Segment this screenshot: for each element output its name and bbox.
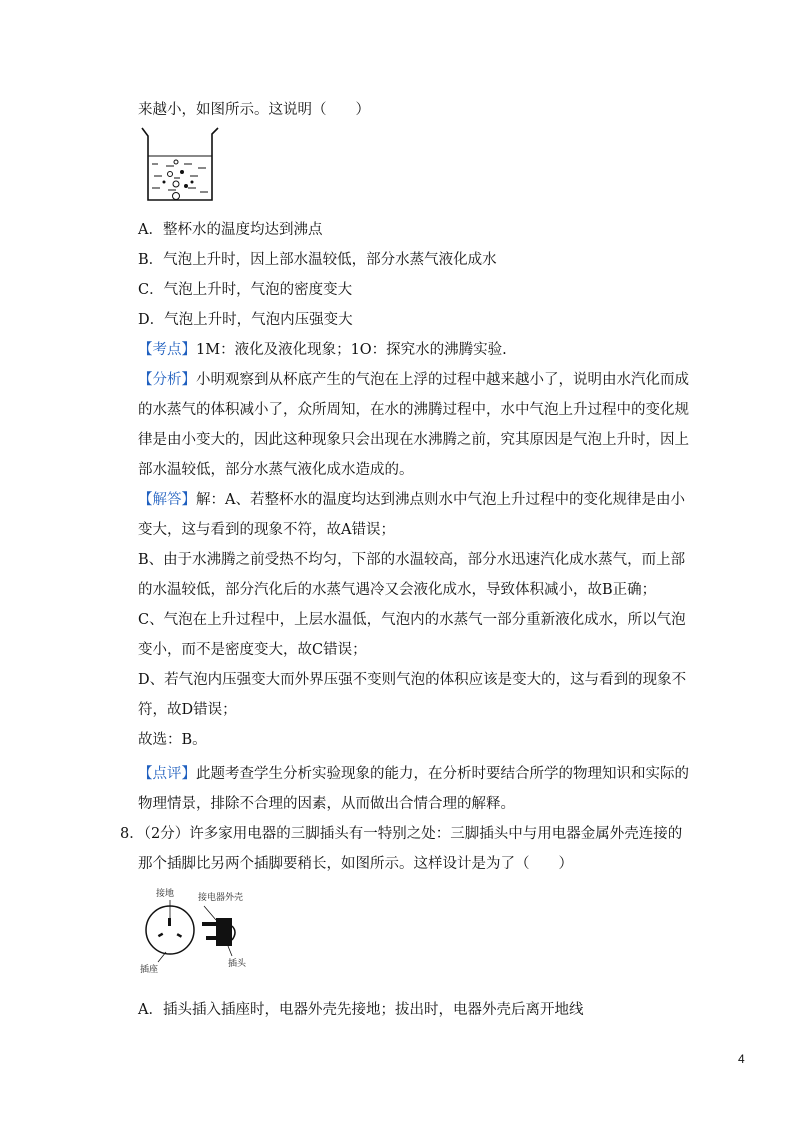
socket-label: 插座	[140, 965, 159, 975]
ground-label: 接地	[156, 889, 175, 899]
jieda-tag: 【解答】	[138, 492, 196, 508]
jieda-line-2: 变大，这与看到的现象不符，故A错误；	[138, 522, 395, 538]
beaker-figure	[140, 126, 220, 204]
q7-stem-tail: 来越小，如图所示。这说明（ ）	[138, 102, 370, 118]
fenxi-line-2: 的水蒸气的体积减小了，众所周知，在水的沸腾过程中，水中气泡上升过程中的变化规	[138, 402, 689, 418]
dianping-line-1	[138, 764, 689, 784]
q8-option-a: A．插头插入插座时，电器外壳先接地；拔出时，电器外壳后离开地线	[138, 1002, 584, 1018]
q7-option-d: D．气泡上升时，气泡内压强变大	[138, 312, 353, 328]
kaodian-line	[138, 340, 507, 360]
q8-stem-line-1: 8．（2分）许多家用电器的三脚插头有一特别之处：三脚插头中与用电器金属外壳连接的	[120, 826, 683, 842]
jieda-text-1: 解：A、若整杯水的温度均达到沸点则水中气泡上升过程中的变化规律是由小	[196, 492, 685, 508]
q7-option-b: B．气泡上升时，因上部水温较低，部分水蒸气液化成水	[138, 252, 497, 268]
case-label: 接电器外壳	[198, 893, 244, 903]
plug-label: 插头	[228, 959, 247, 969]
jieda-line-5: C、气泡在上升过程中，上层水温低，气泡内的水蒸气一部分重新液化成水，所以气泡	[138, 612, 686, 628]
jieda-line-6: 变小，而不是密度变大，故C错误；	[138, 642, 367, 658]
dianping-line-2: 物理情景，排除不合理的因素，从而做出合情合理的解释。	[138, 796, 515, 812]
q7-option-c: C．气泡上升时，气泡的密度变大	[138, 282, 353, 298]
jieda-line-7: D、若气泡内压强变大而外界压强不变则气泡的体积应该是变大的，这与看到的现象不	[138, 672, 687, 688]
q8-stem-line-2: 那个插脚比另两个插脚要稍长，如图所示。这样设计是为了（ ）	[138, 856, 573, 872]
jieda-line-9: 故选：B。	[138, 732, 207, 748]
kaodian-tag: 【考点】	[138, 342, 196, 358]
plug-socket-figure	[136, 884, 286, 976]
jieda-line-3: B、由于水沸腾之前受热不均匀，下部的水温较高，部分水迅速汽化成水蒸气，而上部	[138, 552, 686, 568]
dianping-tag: 【点评】	[138, 766, 196, 782]
fenxi-line-1	[138, 370, 689, 390]
fenxi-tag: 【分析】	[138, 372, 196, 388]
fenxi-line-4: 部水温较低，部分水蒸气液化成水造成的。	[138, 462, 414, 478]
kaodian-text: 1M：液化及液化现象；1O：探究水的沸腾实验.	[196, 342, 507, 358]
page-number: 4	[738, 1052, 745, 1066]
jieda-line-4: 的水温较低，部分汽化后的水蒸气遇冷又会液化成水，导致体积减小，故B正确；	[138, 582, 657, 598]
fenxi-line-3: 律是由小变大的，因此这种现象只会出现在水沸腾之前，究其原因是气泡上升时，因上	[138, 432, 689, 448]
jieda-line-8: 符，故D错误；	[138, 702, 237, 718]
dianping-text-1: 此题考查学生分析实验现象的能力，在分析时要结合所学的物理知识和实际的	[196, 766, 689, 782]
q7-option-a: A．整杯水的温度均达到沸点	[138, 222, 323, 238]
jieda-line-1	[138, 490, 685, 510]
fenxi-text-1: 小明观察到从杯底产生的气泡在上浮的过程中越来越小了，说明由水汽化而成	[196, 372, 689, 388]
